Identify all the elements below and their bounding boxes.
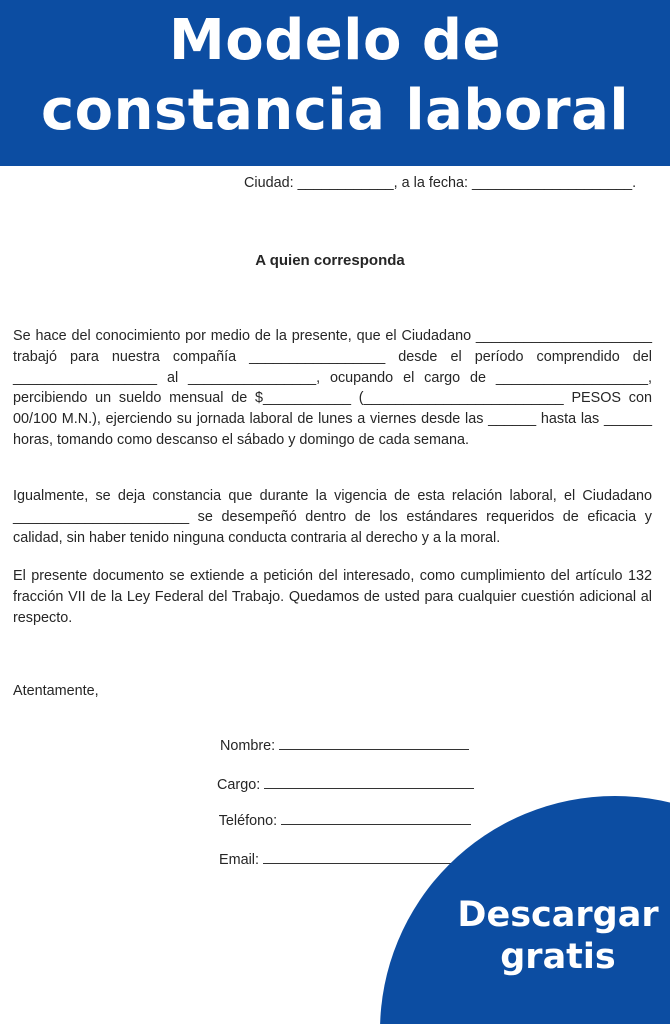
signature-email-field <box>203 833 470 884</box>
phone-blank <box>281 811 471 825</box>
closing: Atentamente, <box>13 683 99 699</box>
name-label: Nombre: <box>220 738 276 754</box>
name-blank <box>279 736 469 750</box>
salutation: A quien corresponda <box>255 252 405 269</box>
position-blank <box>264 775 474 789</box>
download-label: Descargar <box>457 895 659 935</box>
email-label: Email: <box>219 852 259 868</box>
title-banner <box>0 0 670 166</box>
download-free-button[interactable] <box>440 894 670 978</box>
email-blank <box>263 850 469 864</box>
paragraph-legal: El presente documento se extiende a petición del interesado, como cumplimiento del artículo 132 fracción VII de la Ley Federal del Trabajo. Quedamos de usted para cualquier cuestión adicional al respecto. <box>13 568 652 626</box>
paragraph-employment: Se hace del conocimiento por medio de la presente, que el Ciudadano ______________________ trabajó para nuestra compañía _________________ desde el período comprendido del __________________ al ________________, ocupando el cargo de ___________________, percibiendo un sueldo mensual de $___________ (_________________________ PESOS con 00/100 M.N.), ejerciendo su jornada laboral de lunes a viernes desde las ______ hasta las ______ horas, tomando como descanso el sábado y domingo de cada semana. <box>13 328 652 448</box>
title-line-2: constancia laboral <box>40 78 630 143</box>
city-date-line: Ciudad: ____________, a la fecha: ____________________. <box>244 175 637 191</box>
title-line-1: Modelo de <box>169 8 501 73</box>
free-label: gratis <box>500 937 616 977</box>
phone-label: Teléfono: <box>218 813 278 829</box>
paragraph-performance: Igualmente, se deja constancia que durante la vigencia de esta relación laboral, el Ciudadano ______________________ se desempeñó dentro de los estándares requeridos de eficacia y calidad, sin haber tenido ninguna conducta contraria al derecho y a la moral. <box>13 488 652 546</box>
position-label: Cargo: <box>217 777 261 793</box>
